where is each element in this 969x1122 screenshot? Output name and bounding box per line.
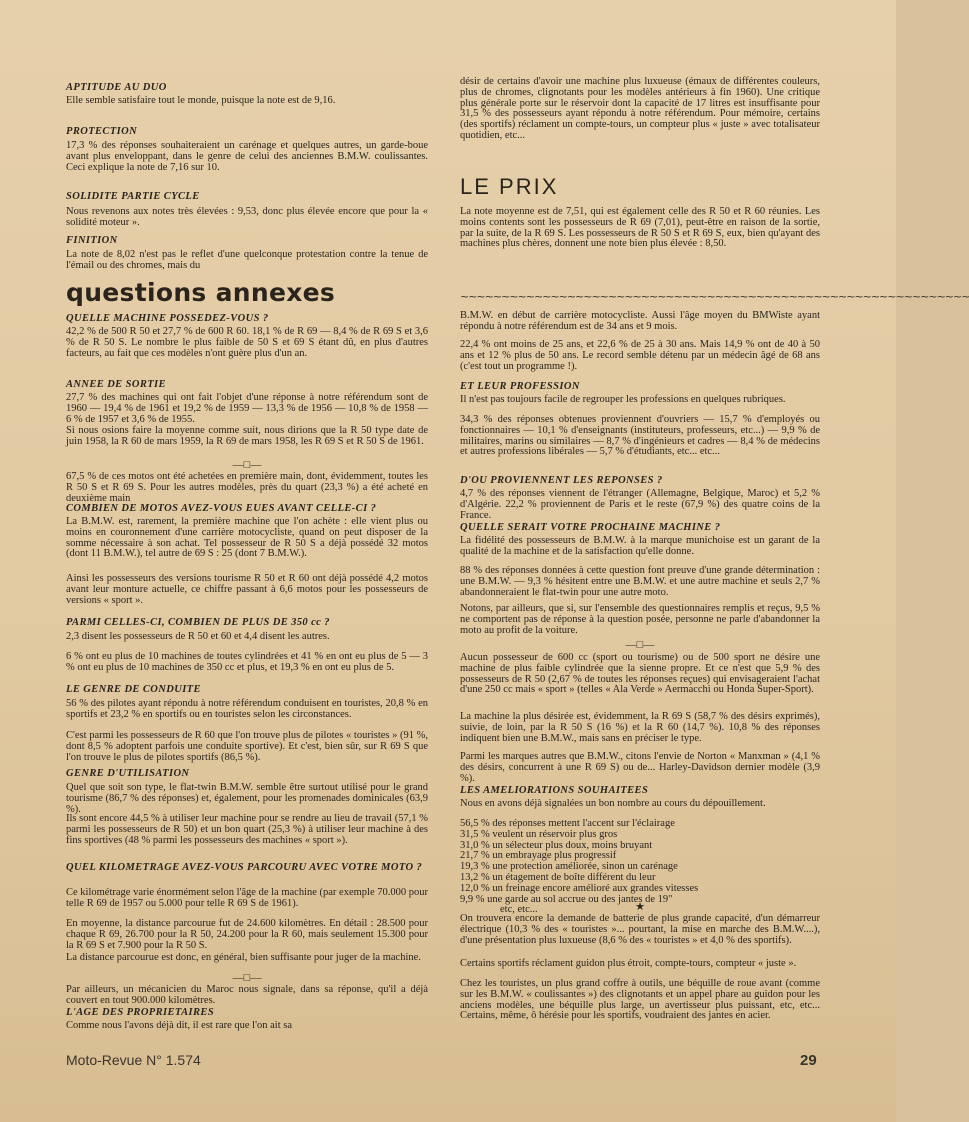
magazine-issue: Moto-Revue N° 1.574 [66, 1052, 201, 1068]
heading-age-des-proprietaires: L'AGE DES PROPRIETAIRES [66, 1007, 215, 1018]
paragraph-aucun-possesseur: Aucun possesseur de 600 cc (sport ou tourisme) ou de 500 sport ne désire une machine de plus faible cylindrée que la sienne propre. Et ce n'est que 5,9 % des possesseurs de R 50 (2,67 % de toutes les réponses reçues) qui envisageraient l'achat d'une 250 cc mais « sport » (telles « Ala Verde » Aermacchi ou Honda Super-Sport). [460, 652, 820, 696]
paragraph-utilisation-travail: Ils sont encore 44,5 % à utiliser leur machine pour se rendre au lieu de travail (57,1 % parmi les possesseurs de R 50) et un bon quart (25,3 %) à utiliser leur machine à des fins sportives (48 % parmi les possesseurs des machines « sport »). [66, 813, 428, 846]
heading-prochaine-machine: QUELLE SERAIT VOTRE PROCHAINE MACHINE ? [460, 522, 721, 533]
list-item: 12,0 % un freinage encore amélioré aux grandes vitesses [460, 882, 699, 894]
paragraph-prochaine: La fidélité des possesseurs de B.M.W. à la marque munichoise est un garant de la qualité de la machine et de la satisfaction qu'elle donne. [460, 535, 820, 557]
paragraph-kilometrage-distance: La distance parcourue est donc, en général, bien suffisante pour juger de la machine. [66, 952, 421, 963]
wavy-divider: ~~~~~~~~~~~~~~~~~~~~~~~~~~~~~~~~~~~~~~~~~~~~~~~~~~~~~~~~~~~~~~ [460, 290, 969, 303]
list-item: 21,7 % un embrayage plus progressif [460, 850, 617, 862]
paragraph-ameliorations: Nous en avons déjà signalées un bon nombre au cours du dépouillement. [460, 798, 766, 809]
heading-parmi-celles-ci: PARMI CELLES-CI, COMBIEN DE PLUS DE 350 cc ? [66, 617, 330, 628]
list-item: etc, etc... [500, 904, 538, 916]
paragraph-aptitude: Elle semble satisfaire tout le monde, puisque la note est de 9,16. [66, 95, 336, 106]
list-item: 31,5 % veulent un réservoir plus gros [460, 828, 618, 840]
star-ornament-icon: ★ [635, 901, 645, 913]
paragraph-kilometrage: Ce kilométrage varie énormément selon l'âge de la machine (par exemple 70.000 pour telle R 69 de 1957 ou 5.000 pour telle R 69 S de 1961). [66, 887, 428, 909]
paragraph-utilisation: Quel que soit son type, le flat-twin B.M.W. semble être surtout utilisé pour le grand tourisme (86,7 % des réponses) et, également, pour les promenades dominicales (63,9 %). [66, 782, 428, 815]
heading-d-ou-proviennent: D'OU PROVIENNENT LES REPONSES ? [460, 475, 663, 486]
page-number: 29 [800, 1052, 817, 1069]
paragraph-protection: 17,3 % des réponses souhaiteraient un carénage et quelques autres, un garde-boue avant plus enveloppant, dans le genre de celui des anciennes B.M.W. coulissantes. Ceci explique la note de 7,16 sur 10. [66, 140, 428, 173]
list-item: 56,5 % des réponses mettent l'accent sur l'éclairage [460, 818, 675, 829]
section-separator-3: —□— [625, 639, 655, 651]
paragraph-sportifs: Certains sportifs réclament guidon plus étroit, compte-tours, compteur « juste ». [460, 958, 797, 969]
heading-combien-de-motos: COMBIEN DE MOTOS AVEZ-VOUS EUES AVANT CELLE-CI ? [66, 503, 377, 514]
paragraph-maroc: Par ailleurs, un mécanicien du Maroc nous signale, dans sa réponse, qu'il a déjà couvert en tout 900.000 kilomètres. [66, 984, 428, 1006]
heading-protection: PROTECTION [66, 126, 138, 137]
paragraph-parmi: 2,3 disent les possesseurs de R 50 et 60 et 4,4 disent les autres. [66, 631, 330, 642]
paragraph-proviennent: 4,7 % des réponses viennent de l'étranger (Allemagne, Belgique, Maroc) et 5,2 % d'Algérie. 22,2 % proviennent de Paris et le reste (67,9 %) des quatre coins de la France. [460, 488, 820, 521]
list-item: 31,0 % un sélecteur plus doux, moins bruyant [460, 839, 653, 851]
heading-annee-de-sortie: ANNEE DE SORTIE [66, 379, 166, 390]
heading-genre-de-conduite: LE GENRE DE CONDUITE [66, 684, 201, 695]
paragraph-parmi-machines: 6 % ont eu plus de 10 machines de toutes cylindrées et 41 % en ont eu plus de 5 — 3 % ont eu plus de 10 machines de 350 cc et plus, et 19,3 % en ont eu plus de 5. [66, 651, 428, 673]
paragraph-profession: Il n'est pas toujours facile de regrouper les professions en quelques rubriques. [460, 394, 786, 405]
heading-ameliorations-souhaitees: LES AMELIORATIONS SOUHAITEES [460, 785, 649, 796]
section-separator-2: —□— [232, 972, 262, 984]
paragraph-desir: désir de certains d'avoir une machine plus luxueuse (émaux de différentes couleurs, plus de chromes, clignotants pour les modèles antérieurs à fin 1960). Une critique plus générale porte sur le réservoir dont la capacité de 17 litres est insuffisante pour 31,5 % des possesseurs ayant répondu à notre référendum. Pour mémoire, certains (des sportifs) réclament un compte-tours, un compteur plus « juste » avec totalisateur quotidien, etc... [460, 76, 820, 141]
paragraph-autres-marques: Parmi les marques autres que B.M.W., citons l'envie de Norton « Manxman » (4,1 % des désirs, concurrent à une R 69 S) ou de... Harley-Davidson dernier modèle (3,9 %). [460, 751, 820, 784]
section-title-questions-annexes: questions annexes [66, 278, 336, 307]
list-item: 13,2 % un étagement de boîte différent du leur [460, 871, 656, 883]
paragraph-genre-pilotes: C'est parmi les possesseurs de R 60 que l'on trouve plus de pilotes « touristes » (91 %, dont 8,5 % adoptent parfois une conduite sportive). Et c'est, bien sûr, sur R 69 S que l'on trouve le plus de pilotes sportifs (86,5 %). [66, 730, 428, 763]
paragraph-machine-desiree: La machine la plus désirée est, évidemment, la R 69 S (58,7 % des désirs exprimés), suivie, de loin, par la R 50 S (16 %) et la R 60 (14,7 %). 10,8 % des réponses indiquent bien une B.M.W., mais sans en préciser le type. [460, 711, 820, 744]
paragraph-bmw-carriere: B.M.W. en début de carrière motocycliste. Aussi l'âge moyen du BMWiste ayant répondu à notre référendum est de 34 ans et 9 mois. [460, 310, 820, 332]
paragraph-age: Comme nous l'avons déjà dit, il est rare que l'on ait sa [66, 1020, 292, 1031]
list-item: 9,9 % une garde au sol accrue ou des jantes de 19" [460, 893, 673, 905]
paragraph-batterie: On trouvera encore la demande de batterie de plus grande capacité, d'un démarreur électrique (10,3 % des « touristes »... pourtant, la mise en marche des B.M.W....), d'une présentation plus luxueuse (8,6 % des « touristes » et 4,0 % des sportifs). [460, 913, 820, 946]
section-separator: —□— [232, 459, 262, 471]
heading-genre-utilisation: GENRE D'UTILISATION [66, 768, 190, 779]
heading-quelle-machine: QUELLE MACHINE POSSEDEZ-VOUS ? [66, 313, 269, 324]
list-item: 19,3 % une protection améliorée, sinon un carénage [460, 861, 678, 873]
paragraph-annee-moyenne: Si nous osions faire la moyenne comme suit, nous dirions que la R 50 type date de juin 1958, la R 60 de mars 1959, la R 69 de mars 1958, les R 69 S et R 50 S de 1961. [66, 425, 428, 447]
heading-aptitude-au-duo: APTITUDE AU DUO [66, 82, 167, 93]
paragraph-prochaine-notons: Notons, par ailleurs, que si, sur l'ensemble des questionnaires remplis et reçus, 9,5 % ne comportent pas de réponse à la question posée, personne ne parle d'abandonner la moto au profit de la voiture. [460, 603, 820, 636]
paragraph-combien-versions: Ainsi les possesseurs des versions tourisme R 50 et R 60 ont déjà possédé 4,2 motos avant leur monture actuelle, ce chiffre passant à 6,6 motos pour les possesseurs de versions « sport ». [66, 573, 428, 606]
paragraph-finition: La note de 8,02 n'est pas le reflet d'une quelconque protestation contre la tenue de l'émail ou des chromes, mais du [66, 249, 428, 271]
paragraph-prix: La note moyenne est de 7,51, qui est également celle des R 50 et R 60 réunies. Les moins contents sont les possesseurs de R 69 (7,01), peut-être en raison de la sortie, par la suite, de la R 69 S. Les possesseurs de R 50 S et R 69 S, eux, bien qu'ayant des machines plus chères, donnent une note bien plus élevée : 8,50. [460, 206, 820, 250]
paragraph-solidite: Nous revenons aux notes très élevées : 9,53, donc plus élevée encore que pour la « solidité moteur ». [66, 206, 428, 228]
section-title-le-prix: LE PRIX [460, 174, 559, 199]
heading-kilometrage: QUEL KILOMETRAGE AVEZ-VOUS PARCOURU AVEC VOTRE MOTO ? [66, 862, 423, 873]
heading-et-leur-profession: ET LEUR PROFESSION [460, 381, 580, 392]
paragraph-profession-details: 34,3 % des réponses obtenues proviennent d'ouvriers — 15,7 % d'employés ou fonctionnaires — 10,1 % d'enseignants (instituteurs, professeurs, etc...) — 9,9 % de militaires, marins ou similaires — 8,7 % d'ingénieurs et cadres — 8,4 % de médecins et autres professions libérales — 5,7 % d'étudiants, etc... etc... [460, 414, 820, 458]
paragraph-ages: 22,4 % ont moins de 25 ans, et 22,6 % de 25 à 30 ans. Mais 14,9 % ont de 40 à 50 ans et 12 % plus de 50 ans. Le record semble détenu par un médecin âgé de 68 ans (c'est tout un programme !). [460, 339, 820, 372]
paragraph-achetees: 67,5 % de ces motos ont été achetées en première main, dont, évidemment, toutes les R 50 S et R 69 S. Pour les autres modèles, près du quart (23,3 %) a été acheté en deuxième main [66, 471, 428, 504]
paragraph-annee: 27,7 % des machines qui ont fait l'objet d'une réponse à notre référendum sont de 1960 — 19,4 % de 1961 et 19,2 % de 1959 — 13,3 % de 1956 — 10,8 % de 1958 — 6 % de 1957 et 3,6 % de 1955. [66, 392, 428, 425]
paragraph-kilometrage-moyenne: En moyenne, la distance parcourue fut de 24.600 kilomètres. En détail : 28.500 pour chaque R 69, 26.700 pour la R 50, 24.200 pour la R 60, mais seulement 15.300 pour la R 69 S et 7.900 pour la R 50 S. [66, 918, 428, 951]
paragraph-machine: 42,2 % de 500 R 50 et 27,7 % de 600 R 60. 18,1 % de R 69 — 8,4 % de R 69 S et 3,6 % de R 50 S. Le nombre le plus faible de 50 S et 69 S étant dû, en plus d'autres facteurs, au fait que ces modèles n'ont guère plus d'un an. [66, 326, 428, 359]
paragraph-genre: 56 % des pilotes ayant répondu à notre référendum conduisent en touristes, 20,8 % en sportifs et 23,2 % en sportifs ou en touristes selon les circonstances. [66, 698, 428, 720]
paragraph-prochaine-reponses: 88 % des réponses données à cette question font preuve d'une grande détermination : une B.M.W. — 9,3 % hésitent entre une B.M.W. et une autre machine et seuls 2,7 % abandonneraient le flat-twin pour une autre moto. [460, 565, 820, 598]
paragraph-touristes: Chez les touristes, un plus grand coffre à outils, une béquille de roue avant (comme sur les B.M.W. « coulissantes ») des clignotants et un appel phare au guidon pour les anciens modèles, une béquille plus large, un avertisseur plus puissant, etc, etc... Certains, même, ô hérésie pour les sportifs, voudraient des jantes en acier. [460, 978, 820, 1022]
heading-solidite-partie-cycle: SOLIDITE PARTIE CYCLE [66, 191, 200, 202]
paragraph-combien: La B.M.W. est, rarement, la première machine que l'on achète : elle vient plus ou moins en couronnement d'une carrière motocycliste, quand on peut disposer de la somme nécessaire à son achat. Tel possesseur de R 50 S a déjà possédé 32 motos (dont 11 B.M.W.), tel autre de 69 S : 25 (dont 7 B.M.W.). [66, 516, 428, 560]
heading-finition: FINITION [66, 235, 118, 246]
